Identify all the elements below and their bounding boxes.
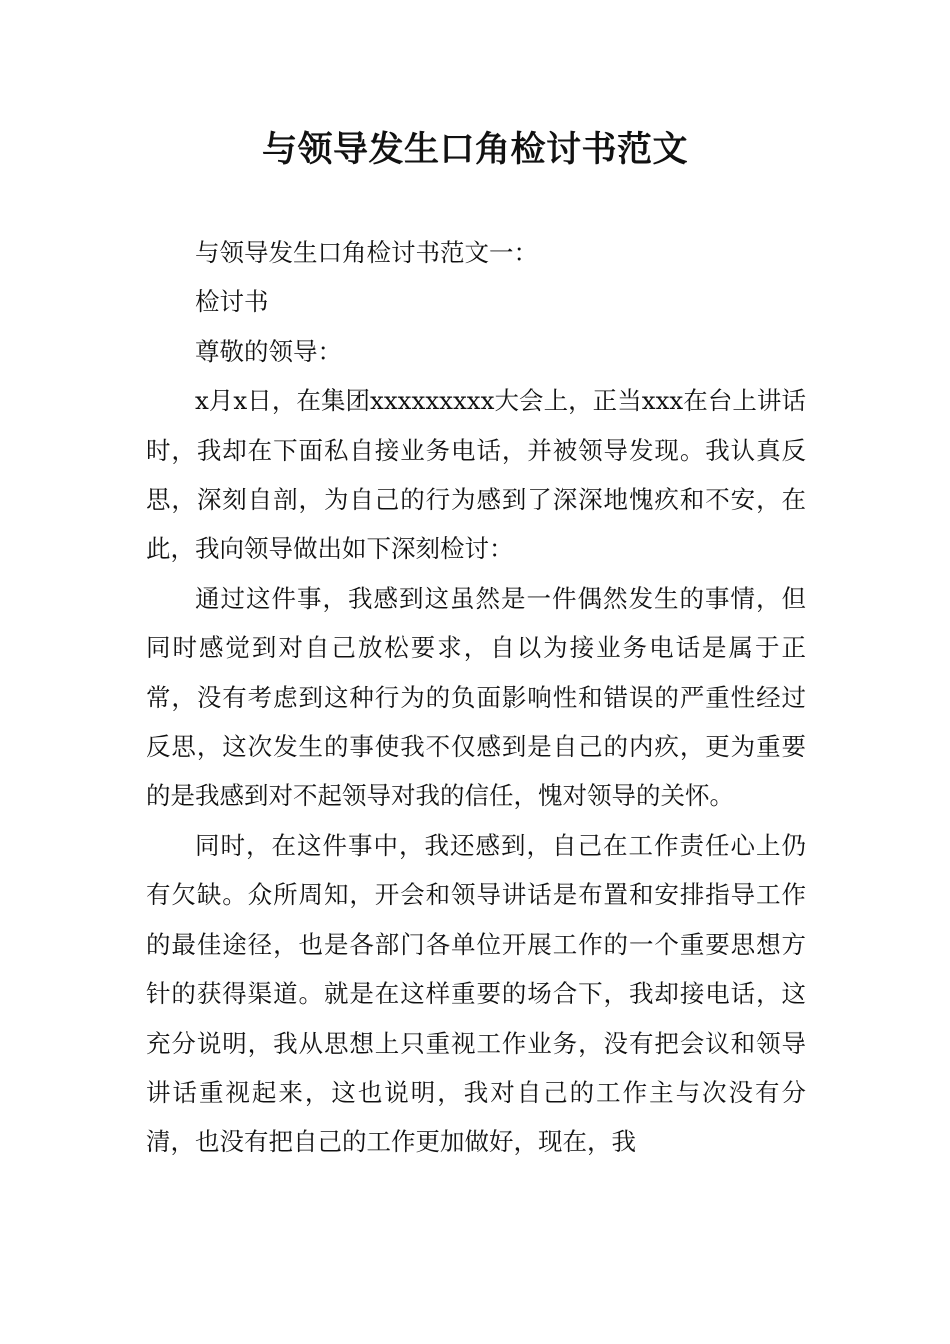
document-body [146, 228, 806, 1167]
paragraph-heading: 检讨书 [195, 287, 269, 317]
paragraph-salutation: 尊敬的领导： [195, 336, 342, 366]
paragraph-responsibility: 同时，在这件事中，我还感到，自己在工作责任心上仍有欠缺。众所周知，开会和领导讲话是布置和安排指导工作的最佳途径，也是各部门各单位开展工作的一个重要思想方针的获得渠道。就是在这样重要的场合下，我却接电话，这充分说明，我从思想上只重视工作业务，没有把会议和领导讲话重视起来，这也说明，我对自己的工作主与次没有分清，也没有把自己的工作更加做好，现在，我 [146, 830, 806, 1157]
paragraph-intro: 与领导发生口角检讨书范文一： [195, 238, 538, 267]
document-title: 与领导发生口角检讨书范文 [261, 130, 688, 170]
paragraph-reflection: 通过这件事，我感到这虽然是一件偶然发生的事情，但同时感觉到对自己放松要求，自以为接业务电话是属于正常，没有考虑到这种行为的负面影响性和错误的严重性经过反思，这次发生的事使我不仅感到是自己的内疚，更为重要的是我感到对不起领导对我的信任，愧对领导的关怀。 [146, 583, 806, 811]
paragraph-incident: x月x日，在集团xxxxxxxxx大会上，正当xxx在台上讲话时，我却在下面私自接业务电话，并被领导发现。我认真反思，深刻自剖，为自己的行为感到了深深地愧疚和不安，在此，我向领导做出如下深刻检讨： [146, 386, 806, 564]
